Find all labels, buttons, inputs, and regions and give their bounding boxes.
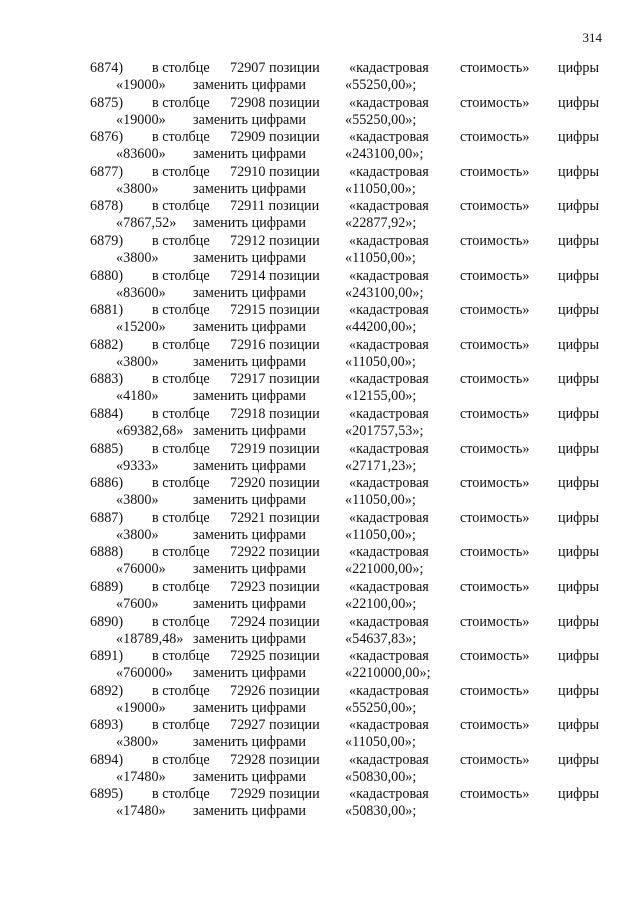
new-value: «54637,83»; (345, 630, 417, 647)
column-word: в столбце (152, 163, 210, 180)
cifry-word: цифры (558, 94, 600, 111)
position-text (230, 717, 320, 734)
item-number: 6884) (90, 405, 124, 422)
stoimost-word: стоимость» (460, 544, 530, 561)
cifry-word: цифры (558, 336, 600, 353)
position-code: 72907 (230, 60, 266, 76)
old-value: «83600» (116, 284, 166, 301)
list-item (0, 648, 640, 683)
cifry-word: цифры (558, 648, 600, 665)
position-text (230, 475, 320, 492)
position-word: позиции (269, 475, 320, 492)
position-text (230, 579, 320, 596)
stoimost-word: стоимость» (460, 751, 530, 768)
stoimost-word: стоимость» (460, 267, 530, 284)
list-item (0, 164, 640, 199)
position-code: 72923 (230, 578, 266, 595)
column-word: в столбце (152, 198, 210, 215)
position-text (230, 786, 320, 803)
old-value: «3800» (116, 180, 159, 197)
cifry-word: цифры (558, 232, 600, 249)
position-code: 72910 (230, 163, 266, 180)
new-value: «44200,00»; (345, 319, 417, 336)
list-item (0, 233, 640, 268)
column-word: в столбце (152, 371, 210, 388)
replace-word: заменить цифрами (193, 77, 306, 93)
replace-word: заменить цифрами (193, 699, 306, 716)
column-word: в столбце (152, 544, 210, 561)
old-value: «19000» (116, 111, 166, 128)
replace-word: заменить цифрами (193, 457, 306, 474)
cifry-word: цифры (558, 267, 600, 284)
item-number: 6875) (90, 94, 124, 111)
new-value: «243100,00»; (345, 146, 424, 163)
old-value: «69382,68» (116, 422, 184, 439)
position-code: 72920 (230, 475, 266, 492)
kadastr-word: «кадастровая (349, 509, 429, 526)
position-word: позиции (269, 786, 320, 803)
column-word: в столбце (152, 440, 210, 457)
item-number: 6882) (90, 336, 124, 353)
position-text (230, 441, 320, 458)
list-item (0, 786, 640, 821)
replace-word: заменить цифрами (193, 561, 306, 578)
position-word: позиции (269, 751, 320, 768)
position-text (230, 198, 319, 215)
stoimost-word: стоимость» (460, 578, 530, 595)
position-code: 72926 (230, 682, 266, 699)
item-number: 6879) (90, 232, 124, 249)
position-text (230, 544, 320, 561)
kadastr-word: «кадастровая (349, 232, 429, 249)
column-word: в столбце (152, 405, 210, 422)
position-code: 72922 (230, 544, 266, 561)
stoimost-word: стоимость» (460, 682, 530, 699)
position-word: позиции (269, 440, 320, 457)
position-code: 72915 (230, 302, 266, 319)
position-text (230, 406, 320, 423)
position-code: 72914 (230, 267, 266, 284)
kadastr-word: «кадастровая (349, 302, 429, 319)
old-value: «3800» (116, 492, 159, 509)
old-value: «17480» (116, 768, 166, 785)
cifry-word: цифры (558, 509, 600, 526)
list-item (0, 614, 640, 649)
list-item (0, 544, 640, 579)
replace-word: заменить цифрами (193, 630, 306, 647)
old-value: «76000» (116, 561, 166, 578)
cifry-word: цифры (558, 544, 600, 561)
new-value: «12155,00»; (345, 388, 417, 405)
replace-word: заменить цифрами (193, 665, 306, 682)
page-number: 314 (582, 30, 602, 45)
column-word: в столбце (152, 267, 210, 284)
item-number: 6885) (90, 440, 124, 457)
stoimost-word: стоимость» (460, 336, 530, 353)
stoimost-word: стоимость» (460, 717, 530, 734)
item-number: 6892) (90, 682, 124, 699)
position-text (230, 60, 320, 77)
old-value: «18789,48» (116, 630, 184, 647)
stoimost-word: стоимость» (460, 198, 530, 215)
stoimost-word: стоимость» (460, 475, 530, 492)
column-word: в столбце (152, 336, 210, 353)
list-item (0, 302, 640, 337)
old-value: «17480» (116, 803, 166, 820)
old-value: «3800» (116, 353, 159, 370)
position-word: позиции (268, 198, 320, 215)
replace-word: заменить цифрами (193, 180, 306, 197)
position-word: позиции (269, 544, 320, 561)
replace-word: заменить цифрами (193, 284, 306, 301)
position-word: позиции (269, 682, 320, 699)
stoimost-word: стоимость» (460, 613, 530, 630)
replace-word: заменить цифрами (193, 319, 306, 336)
stoimost-word: стоимость» (460, 60, 530, 76)
old-value: «3800» (116, 249, 159, 266)
kadastr-word: «кадастровая (349, 648, 429, 665)
item-number: 6881) (90, 302, 124, 319)
position-text (230, 302, 320, 319)
list-item (0, 579, 640, 614)
position-word: позиции (269, 578, 320, 595)
replace-word: заменить цифрами (193, 388, 306, 405)
old-value: «19000» (116, 699, 166, 716)
cifry-word: цифры (558, 163, 600, 180)
kadastr-word: «кадастровая (349, 371, 429, 388)
new-value: «201757,53»; (345, 422, 424, 439)
item-number: 6877) (90, 163, 124, 180)
column-word: в столбце (152, 60, 210, 76)
position-text (230, 129, 320, 146)
list-item (0, 60, 640, 95)
column-word: в столбце (152, 648, 210, 665)
kadastr-word: «кадастровая (349, 336, 429, 353)
replace-word: заменить цифрами (193, 595, 306, 612)
new-value: «50830,00»; (345, 803, 417, 820)
new-value: «55250,00»; (345, 111, 417, 128)
position-text (230, 95, 320, 112)
column-word: в столбце (152, 613, 210, 630)
replace-word: заменить цифрами (193, 215, 306, 232)
replace-word: заменить цифрами (193, 249, 306, 266)
stoimost-word: стоимость» (460, 786, 530, 803)
cifry-word: цифры (558, 717, 600, 734)
stoimost-word: стоимость» (460, 648, 530, 665)
cifry-word: цифры (558, 751, 600, 768)
list-item (0, 475, 640, 510)
kadastr-word: «кадастровая (349, 267, 429, 284)
position-word: позиции (269, 267, 320, 284)
position-code: 72919 (230, 440, 266, 457)
item-number: 6891) (90, 648, 124, 665)
position-word: позиции (269, 405, 320, 422)
item-number: 6878) (90, 198, 124, 215)
old-value: «15200» (116, 319, 166, 336)
position-code: 72912 (230, 232, 266, 249)
cifry-word: цифры (558, 60, 600, 76)
position-code: 72908 (230, 94, 266, 111)
position-text (230, 648, 320, 665)
position-word: позиции (269, 232, 320, 249)
old-value: «7867,52» (116, 215, 177, 232)
list-item (0, 510, 640, 545)
column-word: в столбце (152, 682, 210, 699)
old-value: «760000» (116, 665, 173, 682)
position-text (230, 683, 320, 700)
stoimost-word: стоимость» (460, 302, 530, 319)
item-number: 6888) (90, 544, 124, 561)
column-word: в столбце (152, 717, 210, 734)
list-item (0, 371, 640, 406)
cifry-word: цифры (558, 405, 600, 422)
position-word: позиции (269, 60, 320, 76)
kadastr-word: «кадастровая (349, 163, 429, 180)
replace-word: заменить цифрами (193, 422, 306, 439)
kadastr-word: «кадастровая (349, 682, 429, 699)
list-item (0, 129, 640, 164)
kadastr-word: «кадастровая (349, 613, 429, 630)
list-item (0, 441, 640, 476)
new-value: «55250,00»; (345, 77, 417, 93)
position-word: позиции (269, 163, 320, 180)
stoimost-word: стоимость» (460, 405, 530, 422)
old-value: «83600» (116, 146, 166, 163)
kadastr-word: «кадастровая (349, 544, 429, 561)
stoimost-word: стоимость» (460, 440, 530, 457)
position-code: 72909 (230, 129, 266, 146)
stoimost-word: стоимость» (460, 509, 530, 526)
position-code: 72916 (230, 336, 266, 353)
position-code: 72911 (230, 198, 265, 215)
new-value: «11050,00»; (345, 526, 416, 543)
replace-word: заменить цифрами (193, 526, 306, 543)
position-code: 72928 (230, 751, 266, 768)
position-text (230, 233, 320, 250)
list-item (0, 337, 640, 372)
position-code: 72921 (230, 509, 266, 526)
cifry-word: цифры (558, 578, 600, 595)
position-text (230, 268, 320, 285)
new-value: «11050,00»; (345, 734, 416, 751)
column-word: в столбце (152, 94, 210, 111)
new-value: «22877,92»; (345, 215, 417, 232)
cifry-word: цифры (558, 786, 600, 803)
item-number: 6883) (90, 371, 124, 388)
position-code: 72925 (230, 648, 266, 665)
kadastr-word: «кадастровая (349, 94, 429, 111)
position-word: позиции (269, 717, 320, 734)
kadastr-word: «кадастровая (349, 751, 429, 768)
item-number: 6895) (90, 786, 124, 803)
new-value: «55250,00»; (345, 699, 417, 716)
item-number: 6893) (90, 717, 124, 734)
item-number: 6886) (90, 475, 124, 492)
column-word: в столбце (152, 129, 210, 146)
new-value: «27171,23»; (345, 457, 417, 474)
column-word: в столбце (152, 302, 210, 319)
new-value: «243100,00»; (345, 284, 424, 301)
item-number: 6889) (90, 578, 124, 595)
replace-word: заменить цифрами (193, 734, 306, 751)
list-item (0, 95, 640, 130)
entries-list (0, 60, 640, 821)
position-code: 72924 (230, 613, 266, 630)
item-number: 6894) (90, 751, 124, 768)
stoimost-word: стоимость» (460, 371, 530, 388)
position-code: 72927 (230, 717, 266, 734)
cifry-word: цифры (558, 475, 600, 492)
position-word: позиции (269, 509, 320, 526)
position-code: 72917 (230, 371, 266, 388)
kadastr-word: «кадастровая (349, 578, 429, 595)
position-word: позиции (269, 94, 320, 111)
item-number: 6890) (90, 613, 124, 630)
position-word: позиции (269, 648, 320, 665)
cifry-word: цифры (558, 440, 600, 457)
stoimost-word: стоимость» (460, 94, 530, 111)
cifry-word: цифры (558, 302, 600, 319)
list-item (0, 198, 640, 233)
list-item (0, 752, 640, 787)
kadastr-word: «кадастровая (349, 440, 429, 457)
list-item (0, 683, 640, 718)
list-item (0, 406, 640, 441)
position-text (230, 752, 320, 769)
list-item (0, 268, 640, 303)
position-word: позиции (269, 613, 320, 630)
kadastr-word: «кадастровая (349, 405, 429, 422)
position-text (230, 614, 320, 631)
position-text (230, 337, 320, 354)
list-item (0, 717, 640, 752)
column-word: в столбце (152, 751, 210, 768)
kadastr-word: «кадастровая (349, 475, 429, 492)
cifry-word: цифры (558, 198, 600, 215)
column-word: в столбце (152, 475, 210, 492)
cifry-word: цифры (558, 613, 600, 630)
replace-word: заменить цифрами (193, 803, 306, 820)
replace-word: заменить цифрами (193, 768, 306, 785)
kadastr-word: «кадастровая (349, 198, 429, 215)
old-value: «9333» (116, 457, 159, 474)
position-word: позиции (269, 129, 320, 146)
old-value: «7600» (116, 595, 159, 612)
new-value: «11050,00»; (345, 249, 416, 266)
position-word: позиции (269, 336, 320, 353)
new-value: «221000,00»; (345, 561, 424, 578)
kadastr-word: «кадастровая (349, 786, 429, 803)
item-number: 6880) (90, 267, 124, 284)
position-text (230, 164, 320, 181)
replace-word: заменить цифрами (193, 146, 306, 163)
item-number: 6876) (90, 129, 124, 146)
position-word: позиции (269, 371, 320, 388)
cifry-word: цифры (558, 371, 600, 388)
stoimost-word: стоимость» (460, 163, 530, 180)
column-word: в столбце (152, 509, 210, 526)
stoimost-word: стоимость» (460, 129, 530, 146)
position-text (230, 510, 320, 527)
column-word: в столбце (152, 786, 210, 803)
kadastr-word: «кадастровая (349, 60, 429, 76)
stoimost-word: стоимость» (460, 232, 530, 249)
old-value: «19000» (116, 77, 166, 93)
position-code: 72918 (230, 405, 266, 422)
position-text (230, 371, 320, 388)
column-word: в столбце (152, 578, 210, 595)
cifry-word: цифры (558, 129, 600, 146)
cifry-word: цифры (558, 682, 600, 699)
item-number: 6887) (90, 509, 124, 526)
old-value: «3800» (116, 526, 159, 543)
replace-word: заменить цифрами (193, 111, 306, 128)
old-value: «3800» (116, 734, 159, 751)
kadastr-word: «кадастровая (349, 717, 429, 734)
new-value: «50830,00»; (345, 768, 417, 785)
column-word: в столбце (152, 232, 210, 249)
new-value: «11050,00»; (345, 353, 416, 370)
old-value: «4180» (116, 388, 159, 405)
item-number: 6874) (90, 60, 124, 76)
position-code: 72929 (230, 786, 266, 803)
new-value: «22100,00»; (345, 595, 417, 612)
replace-word: заменить цифрами (193, 353, 306, 370)
replace-word: заменить цифрами (193, 492, 306, 509)
new-value: «2210000,00»; (345, 665, 431, 682)
position-word: позиции (269, 302, 320, 319)
new-value: «11050,00»; (345, 492, 416, 509)
new-value: «11050,00»; (345, 180, 416, 197)
kadastr-word: «кадастровая (349, 129, 429, 146)
